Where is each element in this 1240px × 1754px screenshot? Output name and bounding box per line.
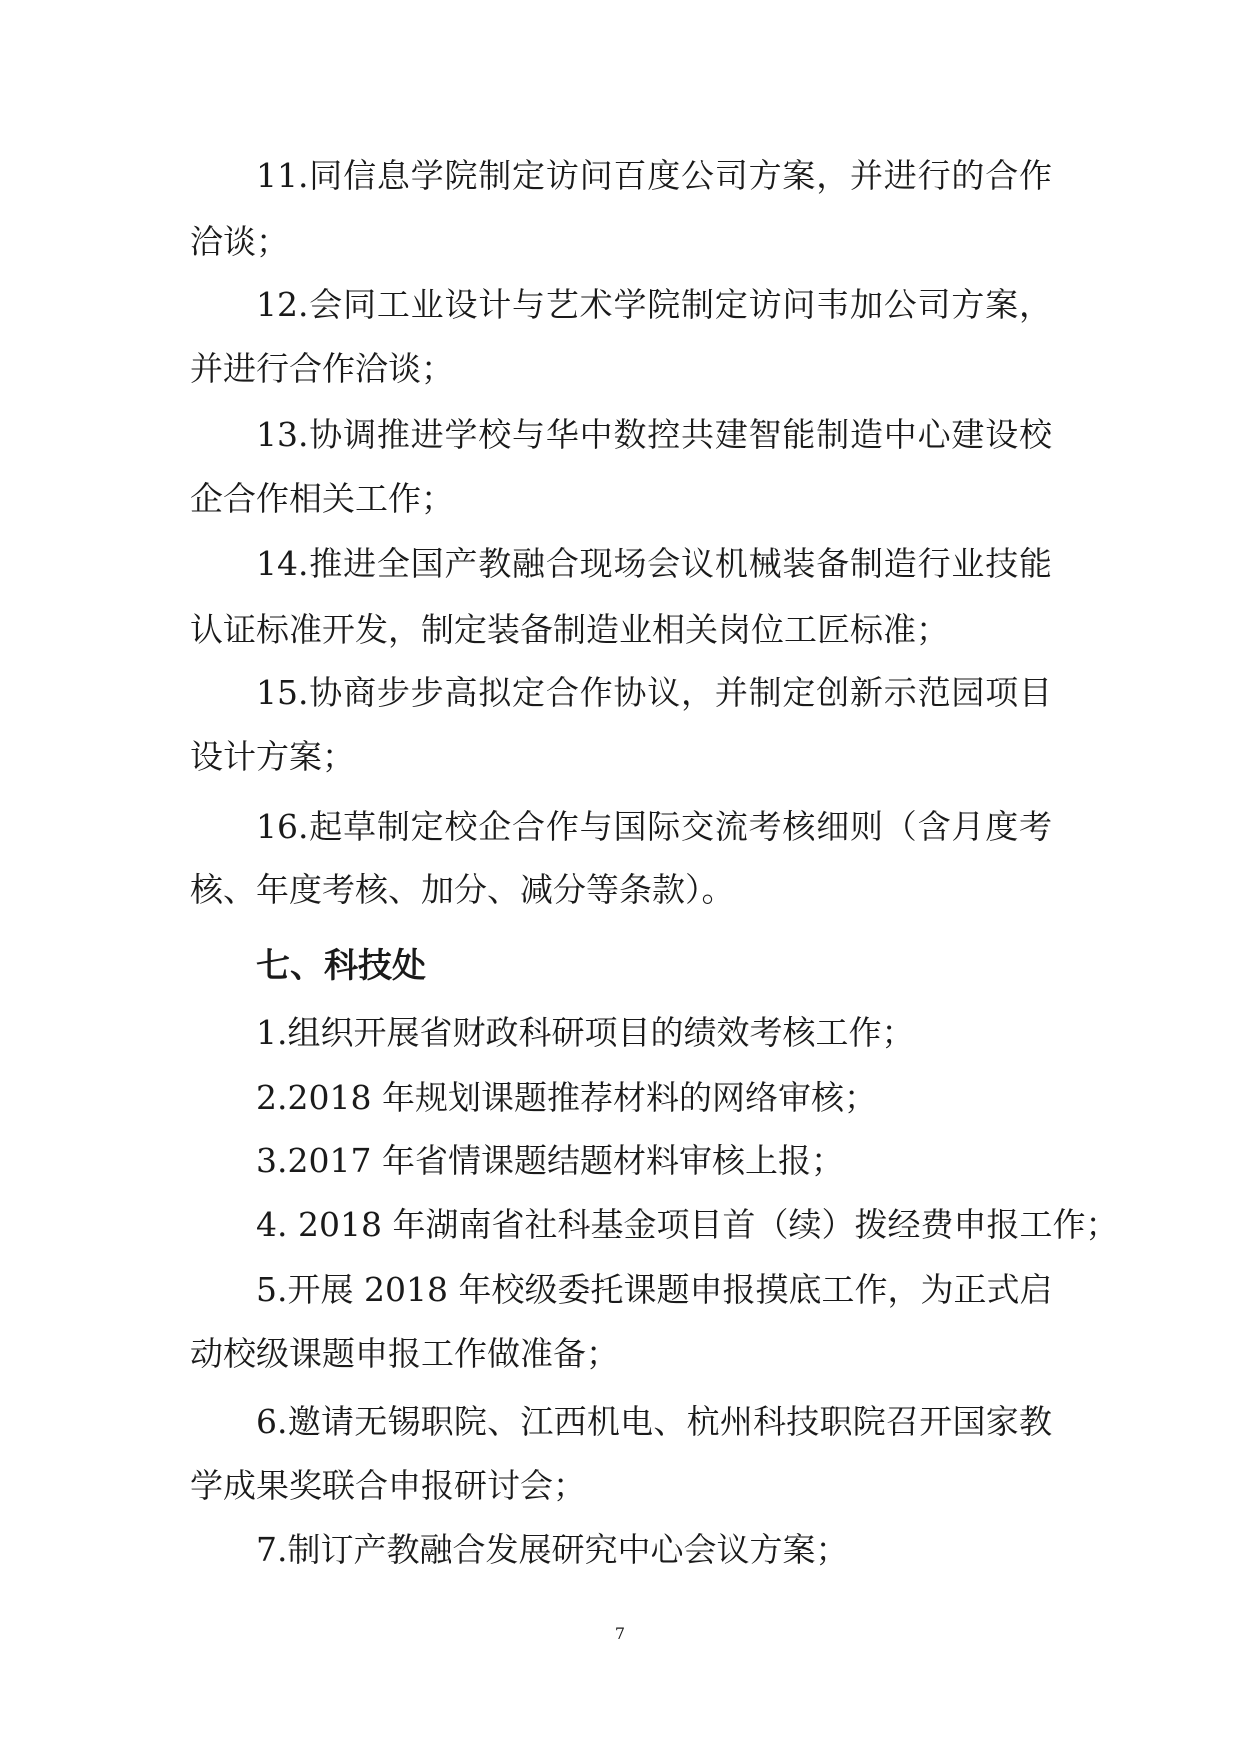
text-line: 动校级课题申报工作做准备； bbox=[190, 1334, 619, 1373]
text-line: 6.邀请无锡职院、江西机电、杭州科技职院召开国家教 bbox=[256, 1402, 1052, 1441]
text-line: 1.组织开展省财政科研项目的绩效考核工作； bbox=[256, 1013, 915, 1052]
text-line: 设计方案； bbox=[190, 737, 355, 776]
text-line: 5.开展 2018 年校级委托课题申报摸底工作，为正式启 bbox=[256, 1270, 1053, 1309]
page-number: 7 bbox=[614, 1624, 626, 1643]
text-line: 核、年度考核、加分、减分等条款）。 bbox=[190, 870, 735, 909]
text-line: 14.推进全国产教融合现场会议机械装备制造行业技能 bbox=[256, 544, 1052, 583]
text-line: 12.会同工业设计与艺术学院制定访问韦加公司方案， bbox=[256, 285, 1052, 324]
text-line: 企合作相关工作； bbox=[190, 479, 454, 518]
text-line: 学成果奖联合申报研讨会； bbox=[190, 1466, 586, 1505]
text-line: 洽谈； bbox=[190, 222, 289, 261]
text-line: 7.制订产教融合发展研究中心会议方案； bbox=[256, 1530, 849, 1569]
text-line: 15.协商步步高拟定合作协议，并制定创新示范园项目 bbox=[256, 673, 1052, 712]
text-line: 3.2017 年省情课题结题材料审核上报； bbox=[256, 1141, 844, 1180]
text-line: 4. 2018 年湖南省社科基金项目首（续）拨经费申报工作； bbox=[256, 1205, 1119, 1244]
text-line: 2.2018 年规划课题推荐材料的网络审核； bbox=[256, 1078, 877, 1117]
text-line: 16.起草制定校企合作与国际交流考核细则（含月度考 bbox=[256, 807, 1052, 846]
text-line: 13.协调推进学校与华中数控共建智能制造中心建设校 bbox=[256, 415, 1052, 454]
section-heading: 七、科技处 bbox=[256, 946, 426, 986]
text-line: 认证标准开发，制定装备制造业相关岗位工匠标准； bbox=[190, 610, 949, 649]
text-line: 11.同信息学院制定访问百度公司方案，并进行的合作 bbox=[256, 156, 1052, 195]
text-line: 并进行合作洽谈； bbox=[190, 349, 454, 388]
